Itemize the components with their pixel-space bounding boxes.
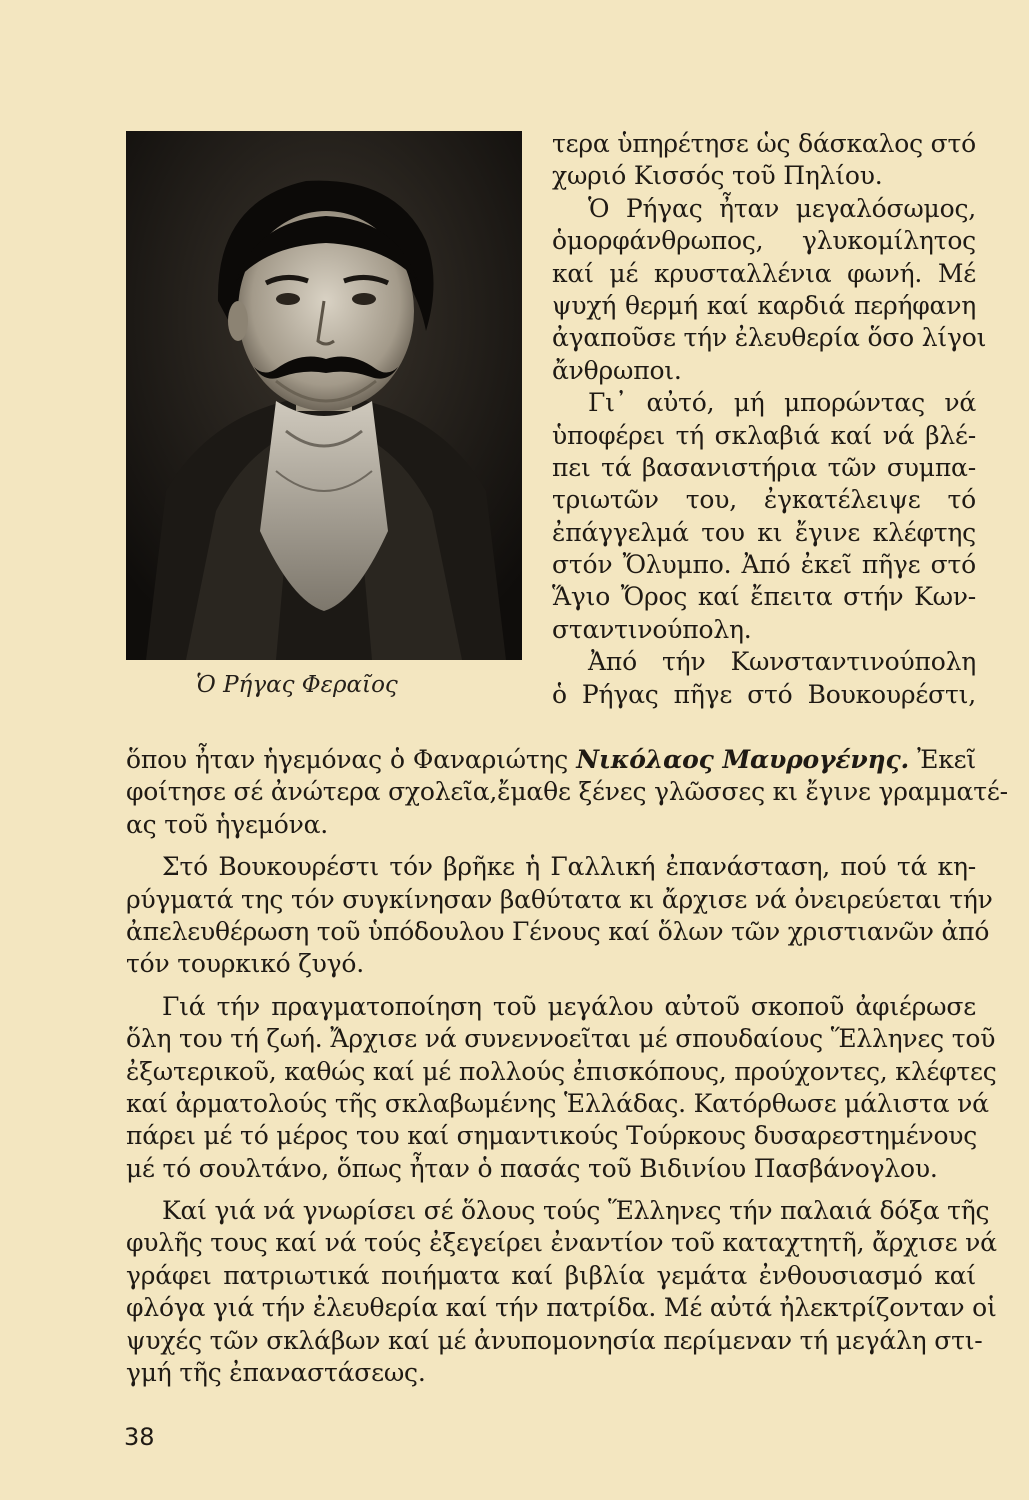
text-line: σταντινούπολη. xyxy=(552,614,752,644)
text-line: ἀπελευθέρωση τοῦ ὑπόδουλου Γένους καί ὅλων τῶν χριστιανῶν ἀπό xyxy=(126,916,990,946)
text-line: Ἀπό τήν Κωνσταντινούπολη xyxy=(588,647,976,677)
text-line: τριωτῶν του, ἐγκατέλειψε τό xyxy=(552,485,976,515)
text-line: καί ἀρματολούς τῆς σκλαβωμένης Ἑλλάδας. Κατόρθωσε μάλιστα νά xyxy=(126,1088,989,1118)
name-emphasis: Νικόλαος Μαυρογένης. xyxy=(576,745,909,774)
text-line: ἐπάγγελμά του κι ἔγινε κλέφτης xyxy=(552,517,976,547)
right-column-text xyxy=(552,128,987,711)
text-line: ὁ Ρήγας πῆγε στό Βουκουρέστι, xyxy=(552,679,976,709)
text-run: Ἐκεῖ xyxy=(908,745,976,774)
text-line: τερα ὑπηρέτησε ὡς δάσκαλος στό xyxy=(552,129,976,158)
text-line: πάρει μέ τό μέρος του καί σημαντικούς Τούρκους δυσαρεστημένους xyxy=(126,1121,978,1151)
text-line: Στό Βουκουρέστι τόν βρῆκε ἡ Γαλλική ἐπανάσταση, πού τά κη- xyxy=(162,852,976,882)
text-run: ὅπου ἦταν ἡγεμόνας ὁ Φαναριώτης xyxy=(126,745,577,774)
text-line: ας τοῦ ἡγεμόνα. xyxy=(126,809,329,839)
text-line: γμή τῆς ἐπαναστάσεως. xyxy=(126,1358,426,1388)
text-line: φοίτησε σέ ἀνώτερα σχολεῖα,ἔμαθε ξένες γλῶσσες κι ἔγινε γραμματέ- xyxy=(126,777,1008,807)
text-line: ὑποφέρει τή σκλαβιά καί νά βλέ- xyxy=(552,420,976,450)
page-number: 38 xyxy=(124,1423,155,1451)
text-line: ἐξωτερικοῦ, καθώς καί μέ πολλούς ἐπισκόπους, προύχοντες, κλέφτες xyxy=(126,1056,997,1086)
text-line: Ἅγιο Ὄρος καί ἔπειτα στήν Κων- xyxy=(552,582,976,612)
text-line: Καί γιά νά γνωρίσει σέ ὅλους τούς Ἕλληνες τήν παλαιά δόξα τῆς xyxy=(162,1196,990,1226)
portrait-drawing xyxy=(126,131,522,660)
text-line: τόν τουρκικό ζυγό. xyxy=(126,949,364,979)
text-line: Γιά τήν πραγματοποίηση τοῦ μεγάλου αὐτοῦ σκοποῦ ἀφιέρωσε xyxy=(162,991,976,1021)
text-line: μέ τό σουλτάνο, ὅπως ἦταν ὁ πασάς τοῦ Βιδινίου Πασβάνογλου. xyxy=(126,1153,938,1183)
text-line: Ὁ Ρήγας ἦταν μεγαλόσωμος, xyxy=(588,193,976,223)
full-width-text xyxy=(126,744,1008,1389)
text-line: ἀγαποῦσε τήν ἐλευθερία ὅσο λίγοι xyxy=(552,323,987,353)
text-line: ρύγματά της τόν συγκίνησαν βαθύτατα κι ἄρχισε νά ὀνειρεύεται τήν xyxy=(126,884,993,914)
text-line: γράφει πατριωτικά ποιήματα καί βιβλία γεμάτα ἐνθουσιασμό καί xyxy=(126,1260,976,1290)
text-line: ὅλη του τή ζωή. Ἄρχισε νά συνεννοεῖται μέ σπουδαίους Ἕλληνες τοῦ xyxy=(126,1024,996,1054)
text-line: στόν Ὄλυμπο. Ἀπό ἐκεῖ πῆγε στό xyxy=(552,550,976,580)
text-line: χωριό Κισσός τοῦ Πηλίου. xyxy=(552,161,883,191)
text-line xyxy=(126,744,976,776)
portrait-image xyxy=(126,131,522,660)
text-line: φυλῆς τους καί νά τούς ἐξεγείρει ἐναντίον τοῦ καταχτητῆ, ἄρχισε νά xyxy=(126,1228,997,1258)
text-line: ἄνθρωποι. xyxy=(552,355,682,385)
text-line: καί μέ κρυσταλλένια φωνή. Μέ xyxy=(552,258,976,288)
text-line: ψυχές τῶν σκλάβων καί μέ ἀνυπομονησία περίμεναν τή μεγάλη στι- xyxy=(126,1325,983,1355)
text-line: φλόγα γιά τήν ἐλευθερία καί τήν πατρίδα. Μέ αὐτά ἠλεκτρίζονταν οἱ xyxy=(126,1293,997,1323)
figure-caption: Ὁ Ρήγας Φεραῖος xyxy=(196,672,398,698)
text-line: ὁμορφάνθρωπος, γλυκομίλητος xyxy=(552,226,976,256)
text-line: πει τά βασανιστήρια τῶν συμπα- xyxy=(552,452,976,482)
text-line: Γι᾿ αὐτό, μή μπορώντας νά xyxy=(588,388,976,418)
text-line: ψυχή θερμή καί καρδιά περήφανη xyxy=(552,290,976,320)
